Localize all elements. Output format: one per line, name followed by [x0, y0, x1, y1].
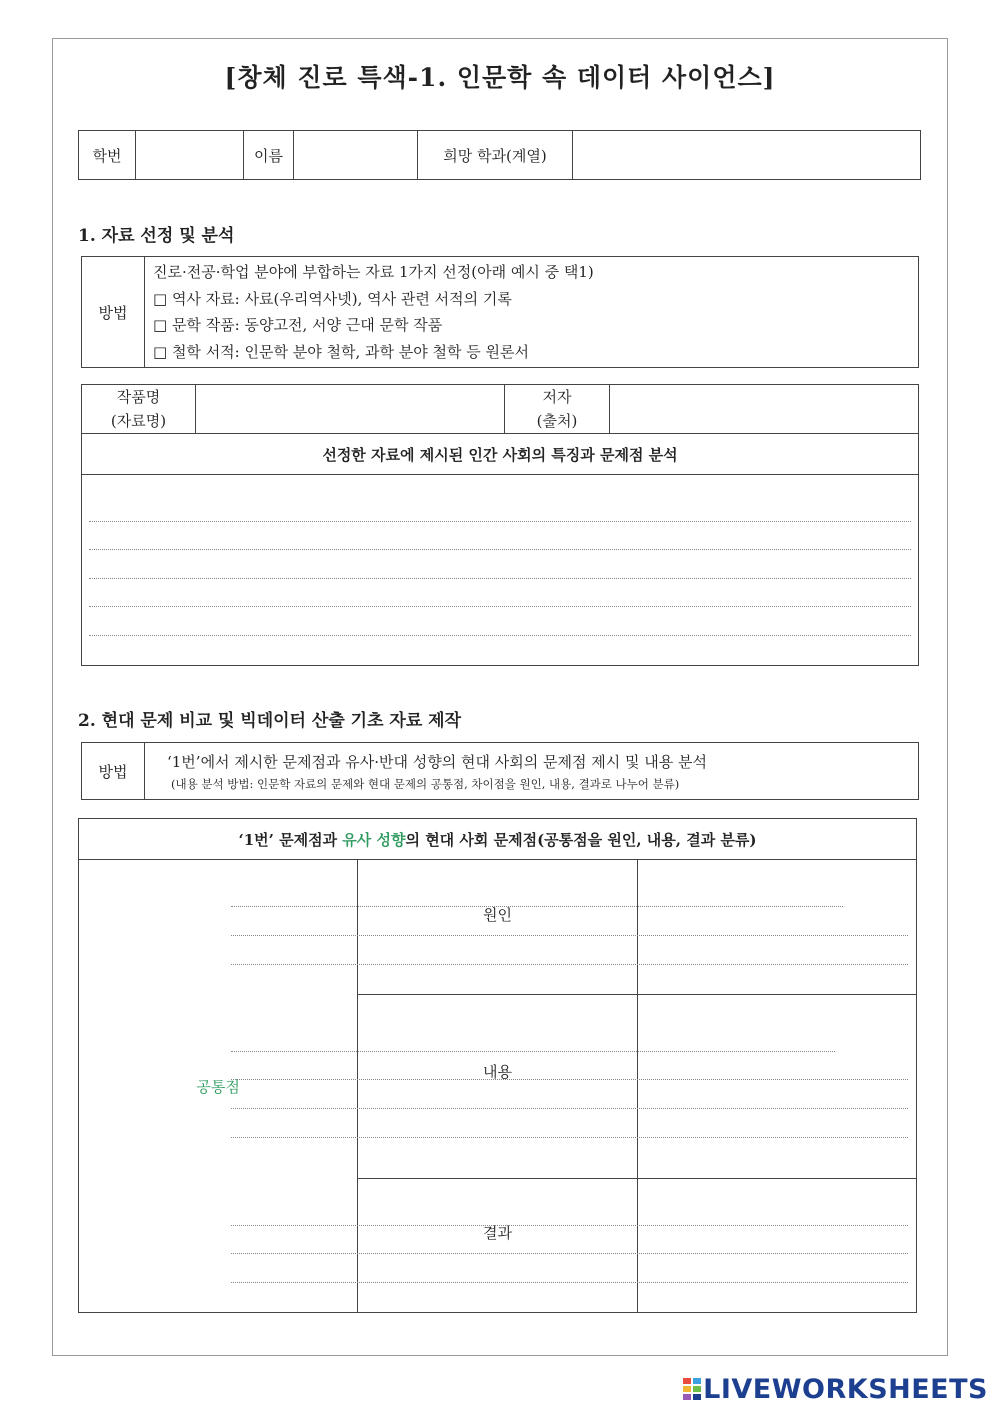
- answer-line: [231, 1051, 835, 1052]
- method-sub: (내용 분석 방법: 인문학 자료의 문제와 현대 문제의 공통점, 차이점을 원인, 내용, 결과로 나누어 분류): [171, 777, 680, 791]
- section1-method-body: [145, 257, 919, 368]
- comparison-heading: ‘1번’ 문제점과 유사 성향의 현대 사회 문제점(공통점을 원인, 내용, 결과 분류): [79, 819, 917, 860]
- name-field[interactable]: [294, 131, 418, 180]
- analysis-heading: 선정한 자료에 제시된 인간 사회의 특징과 문제점 분석: [82, 434, 919, 475]
- answer-line: [89, 606, 911, 607]
- dept-label: 희망 학과(계열): [418, 131, 573, 180]
- work-title-field[interactable]: [196, 385, 505, 434]
- analysis-answer-area[interactable]: [82, 475, 919, 666]
- answer-line: [231, 1253, 908, 1254]
- section2-heading: 2. 현대 문제 비교 및 빅데이터 산출 기초 자료 제작: [78, 711, 462, 731]
- student-no-label: 학번: [79, 131, 136, 180]
- method-line: □ 역사 자료: 사료(우리역사넷), 역사 관련 서적의 기록: [153, 289, 512, 308]
- result-label: 결과: [358, 1179, 637, 1313]
- answer-line: [231, 964, 908, 965]
- work-info-table: [81, 384, 919, 666]
- answer-line: [231, 906, 843, 907]
- answer-line: [89, 635, 911, 636]
- answer-line: [231, 935, 908, 936]
- dept-field[interactable]: [573, 131, 921, 180]
- method-line: □ 문학 작품: 동양고전, 서양 근대 문학 작품: [153, 316, 443, 334]
- liveworksheets-logo: LIVEWORKSHEETS: [683, 1374, 988, 1405]
- answer-line: [231, 1079, 908, 1080]
- section1-method-table: [81, 256, 919, 368]
- method-line: □ 철학 서적: 인문학 분야 철학, 과학 분야 철학 등 원론서: [153, 342, 529, 361]
- content-label: 내용: [358, 995, 637, 1179]
- answer-line: [231, 1282, 908, 1283]
- page-title: [창체 진로 특색-1. 인문학 속 데이터 사이언스]: [224, 63, 776, 92]
- method-main: ‘1번’에서 제시한 문제점과 유사·반대 성향의 현대 사회의 문제점 제시 및 내용 분석: [167, 753, 707, 771]
- similar-tendency-text: 유사 성향: [342, 830, 406, 849]
- author-field[interactable]: [610, 385, 919, 434]
- section1-heading: 1. 자료 선정 및 분석: [78, 226, 235, 246]
- common-label: 공통점: [79, 860, 358, 1313]
- student-no-field[interactable]: [136, 131, 244, 180]
- author-label: 저자 (출처): [505, 385, 610, 434]
- name-label: 이름: [244, 131, 294, 180]
- result-answer-area[interactable]: [637, 1179, 916, 1313]
- answer-line: [231, 1137, 908, 1138]
- section2-method-label: 방법: [82, 743, 145, 800]
- liveworksheets-logo-icon: [683, 1378, 701, 1400]
- cause-label: 원인: [358, 860, 637, 995]
- content-answer-area[interactable]: [637, 995, 916, 1179]
- answer-line: [89, 521, 911, 522]
- section1-method-label: 방법: [82, 257, 145, 368]
- cause-answer-area[interactable]: [637, 860, 916, 995]
- method-line: 진로·전공·학업 분야에 부합하는 자료 1가지 선정(아래 예시 중 택1): [153, 263, 594, 281]
- answer-line: [89, 578, 911, 579]
- section2-method-body: [145, 743, 919, 800]
- work-label: 작품명 (자료명): [82, 385, 196, 434]
- comparison-table: [78, 818, 917, 1313]
- section2-method-table: [81, 742, 919, 800]
- answer-line: [89, 549, 911, 550]
- student-info-table: [78, 130, 921, 180]
- answer-line: [231, 1225, 908, 1226]
- answer-line: [231, 1108, 908, 1109]
